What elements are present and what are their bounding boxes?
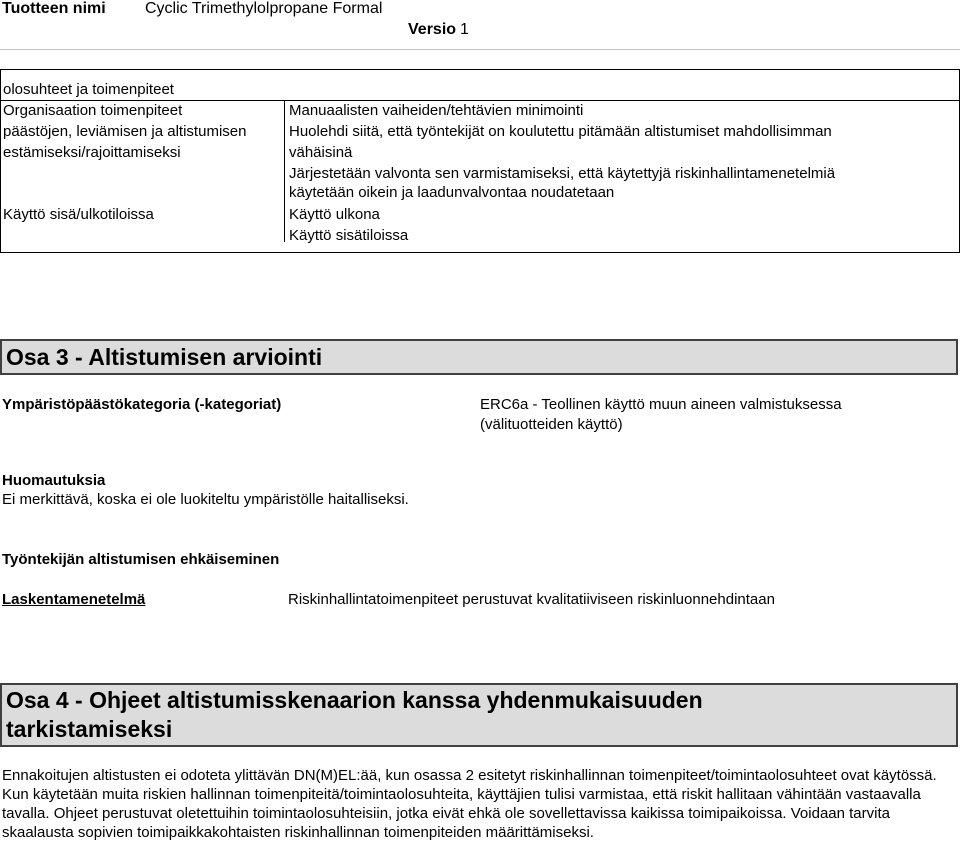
section-4-title-line-1: - Ohjeet altistumisskenaarion kanssa yhdenmukaisuuden xyxy=(75,687,703,713)
use-location-value-1: Käyttö ulkona xyxy=(289,206,380,223)
section-4-heading xyxy=(0,683,958,747)
conditions-title: olosuhteet ja toimenpiteet xyxy=(3,81,174,98)
org-measure-value-line-1: Manuaalisten vaiheiden/tehtävien minimointi xyxy=(289,102,584,119)
env-category-value-line-1: ERC6a - Teollinen käyttö muun aineen valmistuksessa xyxy=(480,396,842,413)
calculation-method-label: Laskentamenetelmä xyxy=(2,591,146,608)
section-4-number: Osa 4 xyxy=(6,687,69,713)
remarks-label: Huomautuksia xyxy=(2,472,106,489)
section-3-title: - Altistumisen arviointi xyxy=(75,344,323,370)
org-measure-value-line-3: vähäisinä xyxy=(289,144,353,161)
remarks-value: Ei merkittävä, koska ei ole luokiteltu ympäristölle haitalliseksi. xyxy=(2,491,409,508)
use-location-value-2: Käyttö sisätiloissa xyxy=(289,227,409,244)
compliance-guidance-paragraph: Ennakoitujen altistusten ei odoteta ylittävän DN(M)EL:ää, kun osassa 2 esitetyt riskinhallinnan toimenpiteet/toimintaolosuhteet ovat käytössä. Kun käytetään muita riskien hallinnan toimenpiteitä/toimintaolosuhteita, käyttäjien tulisi varmistaa, että riskit hallitaan vähintään vastaavalla tavalla. Ohjeet perustuvat oletettuihin toimintaolosuhteisiin, jotka eivät ehkä ole sovellettavissa kaikissa toimipaikoissa. Voidaan tarvita skaalausta sopivien toimipaikkakohtaisten riskinhallinnan toimenpiteiden määrittämiseksi. xyxy=(2,767,937,841)
org-measure-value-line-2: Huolehdi siitä, että työntekijät on koulutettu pitämään altistumiset mahdollisimman xyxy=(289,123,832,140)
org-measures-label-line-1: Organisaation toimenpiteet xyxy=(3,102,183,119)
version-label: Versio xyxy=(408,21,457,38)
calculation-method-value: Riskinhallintatoimenpiteet perustuvat kvalitatiiviseen riskinluonnehdintaan xyxy=(288,591,775,608)
env-category-label: Ympäristöpäästökategoria (-kategoriat) xyxy=(2,396,282,413)
org-measure-value-line-4: Järjestetään valvonta sen varmistamiseksi, että käytettyjä riskinhallintamenetelmiä xyxy=(289,165,836,182)
worker-exposure-heading: Työntekijän altistumisen ehkäiseminen xyxy=(2,551,280,568)
section-3-number: Osa 3 xyxy=(6,344,69,370)
product-name-value: Cyclic Trimethylolpropane Formal xyxy=(145,0,383,17)
product-name-label: Tuotteen nimi xyxy=(2,0,106,17)
section-3-heading xyxy=(0,339,958,375)
version-value: 1 xyxy=(460,21,469,38)
section-4-title-line-2: tarkistamiseksi xyxy=(6,716,173,742)
use-location-label: Käyttö sisä/ulkotiloissa xyxy=(3,206,154,223)
org-measures-label-line-2: päästöjen, leviämisen ja altistumisen xyxy=(3,123,247,140)
env-category-value-line-2: (välituotteiden käyttö) xyxy=(480,416,623,433)
org-measures-label-line-3: estämiseksi/rajoittamiseksi xyxy=(3,144,181,161)
header-divider xyxy=(0,49,960,50)
org-measure-value-line-5: käytetään oikein ja laadunvalvontaa noudatetaan xyxy=(289,184,615,201)
